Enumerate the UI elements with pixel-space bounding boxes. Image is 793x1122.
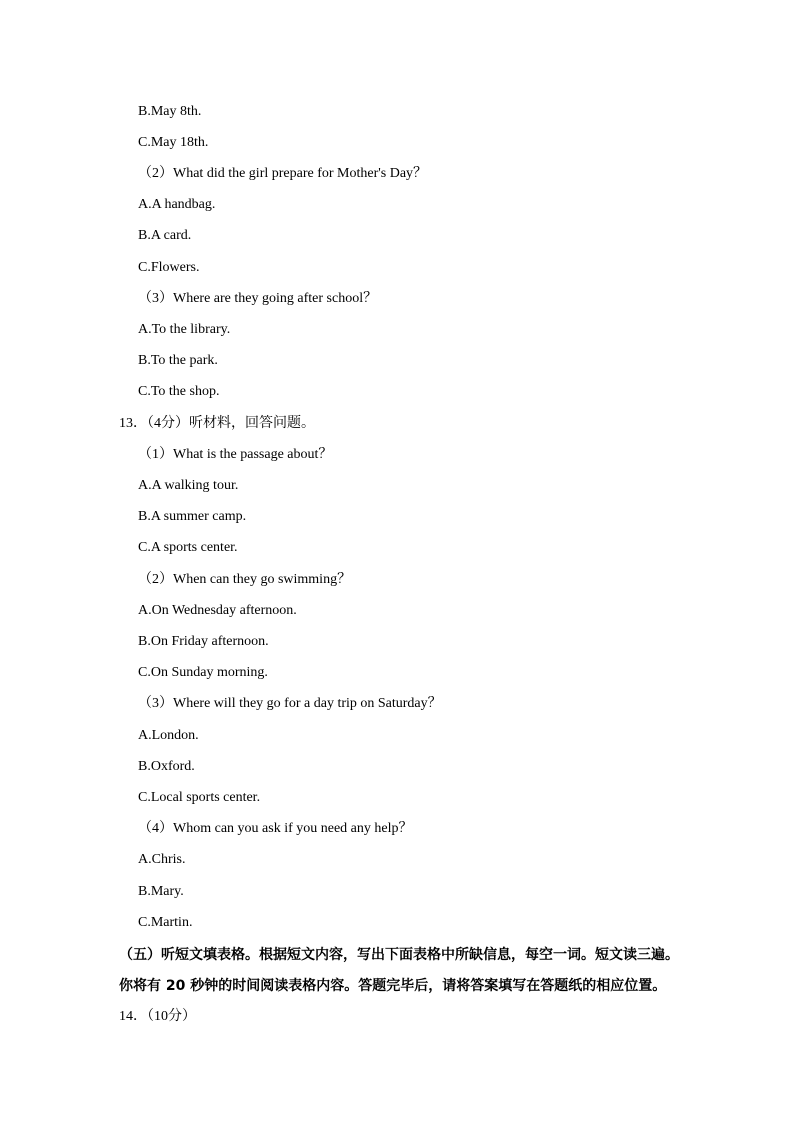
option-text: A.A handbag. bbox=[138, 197, 216, 212]
option-text: C.Flowers. bbox=[138, 260, 200, 275]
question-header: 13．（4分）听材料，回答问题。 bbox=[119, 416, 315, 431]
option-text: B.Mary. bbox=[138, 884, 184, 899]
section-instruction: （五）听短文填表格。根据短文内容，写出下面表格中所缺信息，每空一词。短文读三遍。 bbox=[119, 947, 679, 963]
option-text: A.On Wednesday afternoon. bbox=[138, 603, 297, 618]
option-text: B.A card. bbox=[138, 228, 192, 243]
option-text: A.To the library. bbox=[138, 322, 231, 337]
option-text: B.To the park. bbox=[138, 353, 218, 368]
option-text: A.A walking tour. bbox=[138, 478, 239, 493]
subquestion-text: （3）Where are they going after school？ bbox=[138, 291, 378, 306]
option-text: B.May 8th. bbox=[138, 104, 202, 119]
subquestion-text: （2）What did the girl prepare for Mother's Day？ bbox=[138, 166, 428, 181]
subquestion-text: （3）Where will they go for a day trip on Saturday？ bbox=[138, 696, 442, 711]
option-text: A.London. bbox=[138, 728, 199, 743]
option-text: B.On Friday afternoon. bbox=[138, 634, 269, 649]
subquestion-text: （2）When can they go swimming？ bbox=[138, 572, 352, 587]
option-text: B.A summer camp. bbox=[138, 509, 247, 524]
subquestion-text: （4）Whom can you ask if you need any help？ bbox=[138, 821, 413, 836]
option-text: C.Martin. bbox=[138, 915, 193, 930]
question-header: 14．（10分） bbox=[119, 1009, 196, 1024]
option-text: C.To the shop. bbox=[138, 384, 220, 399]
section-instruction: 你将有 20 秒钟的时间阅读表格内容。答题完毕后，请将答案填写在答题纸的相应位置。 bbox=[119, 978, 667, 994]
option-text: C.May 18th. bbox=[138, 135, 209, 150]
subquestion-text: （1）What is the passage about？ bbox=[138, 447, 333, 462]
option-text: B.Oxford. bbox=[138, 759, 195, 774]
option-text: C.Local sports center. bbox=[138, 790, 261, 805]
option-text: A.Chris. bbox=[138, 852, 186, 867]
option-text: C.On Sunday morning. bbox=[138, 665, 268, 680]
option-text: C.A sports center. bbox=[138, 540, 238, 555]
